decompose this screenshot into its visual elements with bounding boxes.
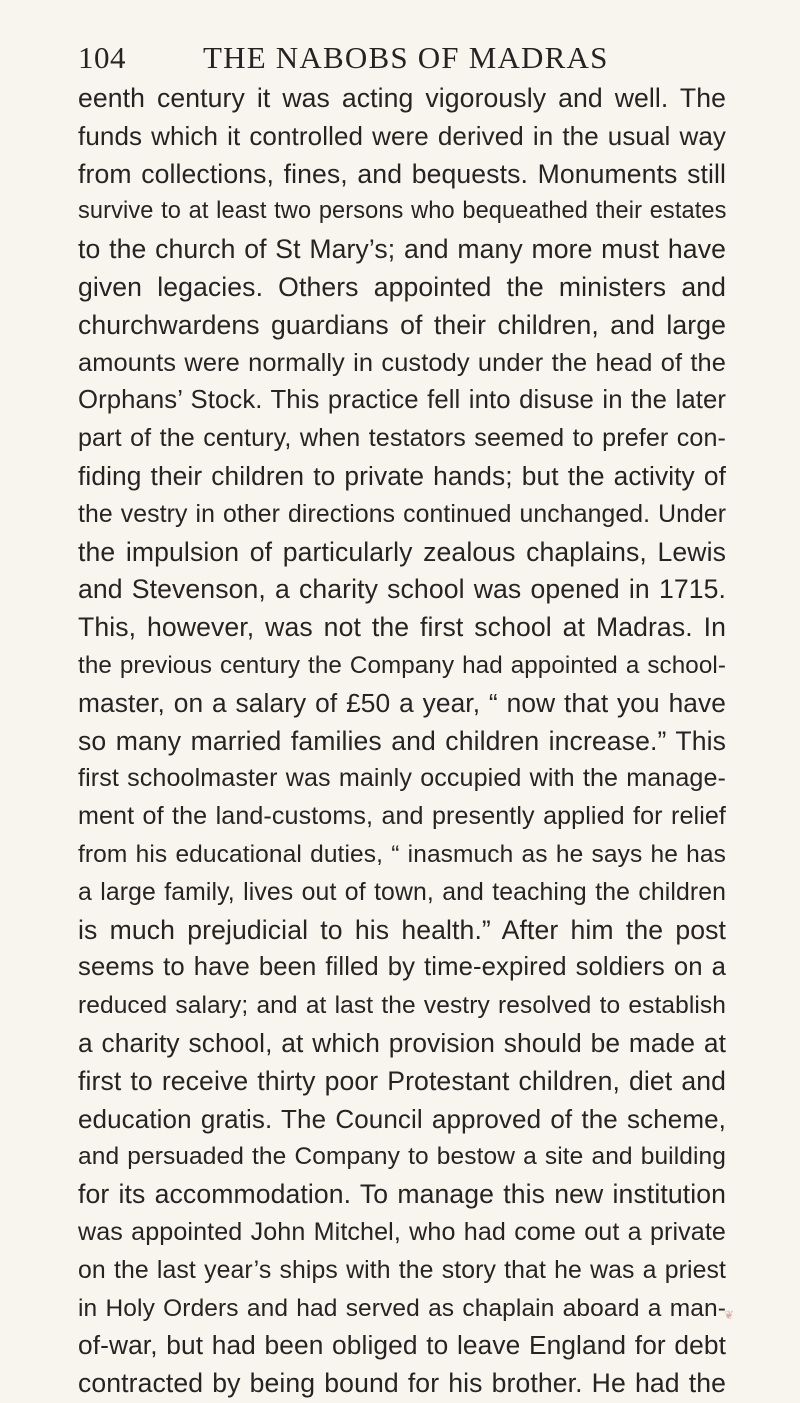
text-line: master, on a salary of £50 a year, “ now that you have xyxy=(78,687,726,718)
text-line: This, however, was not the first school at Madras. In xyxy=(78,612,726,643)
text-line: reduced salary; and at last the vestry resolved to establish xyxy=(78,992,726,1020)
text-line: from his educational duties, “ inasmuch as he says he has xyxy=(78,840,726,868)
page-number: 104 xyxy=(78,40,126,75)
text-line: and Stevenson, a charity school was opened in 1715. xyxy=(78,574,726,605)
text-line: in Holy Orders and had served as chaplain aboard a man- xyxy=(78,1294,726,1322)
text-line: and persuaded the Company to bestow a site and building xyxy=(78,1143,726,1171)
text-line: survive to at least two persons who bequeathed their estates xyxy=(78,198,727,225)
text-line: is much prejudicial to his health.” After him the post xyxy=(78,914,726,945)
text-line: was appointed John Mitchel, who had come out a private xyxy=(78,1217,726,1246)
text-line: for its accommodation. To manage this new institution xyxy=(78,1179,726,1210)
text-line: a large family, lives out of town, and teaching the children xyxy=(78,878,726,906)
text-line: Orphans’ Stock. This practice fell into disuse in the later xyxy=(78,386,726,415)
text-line: first to receive thirty poor Protestant children, diet and xyxy=(78,1065,726,1096)
text-line: of-war, but had been obliged to leave England for debt xyxy=(78,1330,726,1361)
text-line: funds which it controlled were derived in the usual way xyxy=(78,120,726,151)
running-head: THE NABOBS OF MADRAS xyxy=(203,40,609,75)
text-line: on the last year’s ships with the story that he was a priest xyxy=(78,1256,726,1284)
text-line: part of the century, when testators seemed to prefer con- xyxy=(78,424,726,453)
text-line: from collections, fines, and bequests. Monuments still xyxy=(78,158,726,189)
page-header xyxy=(78,40,718,80)
body-text xyxy=(78,80,726,1403)
text-line: the vestry in other directions continued unchanged. Under xyxy=(78,500,727,528)
text-line: seems to have been filled by time-expired soldiers on a xyxy=(78,953,726,982)
text-line: education gratis. The Council approved of the scheme, xyxy=(78,1103,726,1134)
text-line: to the church of St Mary’s; and many more must have xyxy=(78,234,726,265)
text-line: contracted by being bound for his brother. He had the xyxy=(78,1368,726,1399)
text-line: fiding their children to private hands; but the activity of xyxy=(78,460,726,491)
text-line: the previous century the Company had appointed a school- xyxy=(78,651,726,679)
text-line: so many married families and children increase.” This xyxy=(78,725,726,756)
printer-ornament-icon: ❦ xyxy=(724,1308,735,1322)
text-line: churchwardens guardians of their children, and large xyxy=(78,309,726,340)
text-line: the impulsion of particularly zealous chaplains, Lewis xyxy=(78,536,726,567)
text-line: ment of the land-customs, and presently applied for relief xyxy=(78,802,726,831)
text-line: first schoolmaster was mainly occupied with the manage- xyxy=(78,764,726,793)
text-line: eenth century it was acting vigorously and well. The xyxy=(78,83,726,113)
text-line: given legacies. Others appointed the ministers and xyxy=(78,271,726,302)
text-line: amounts were normally in custody under the head of the xyxy=(78,348,726,377)
text-line: a charity school, at which provision should be made at xyxy=(78,1027,726,1058)
